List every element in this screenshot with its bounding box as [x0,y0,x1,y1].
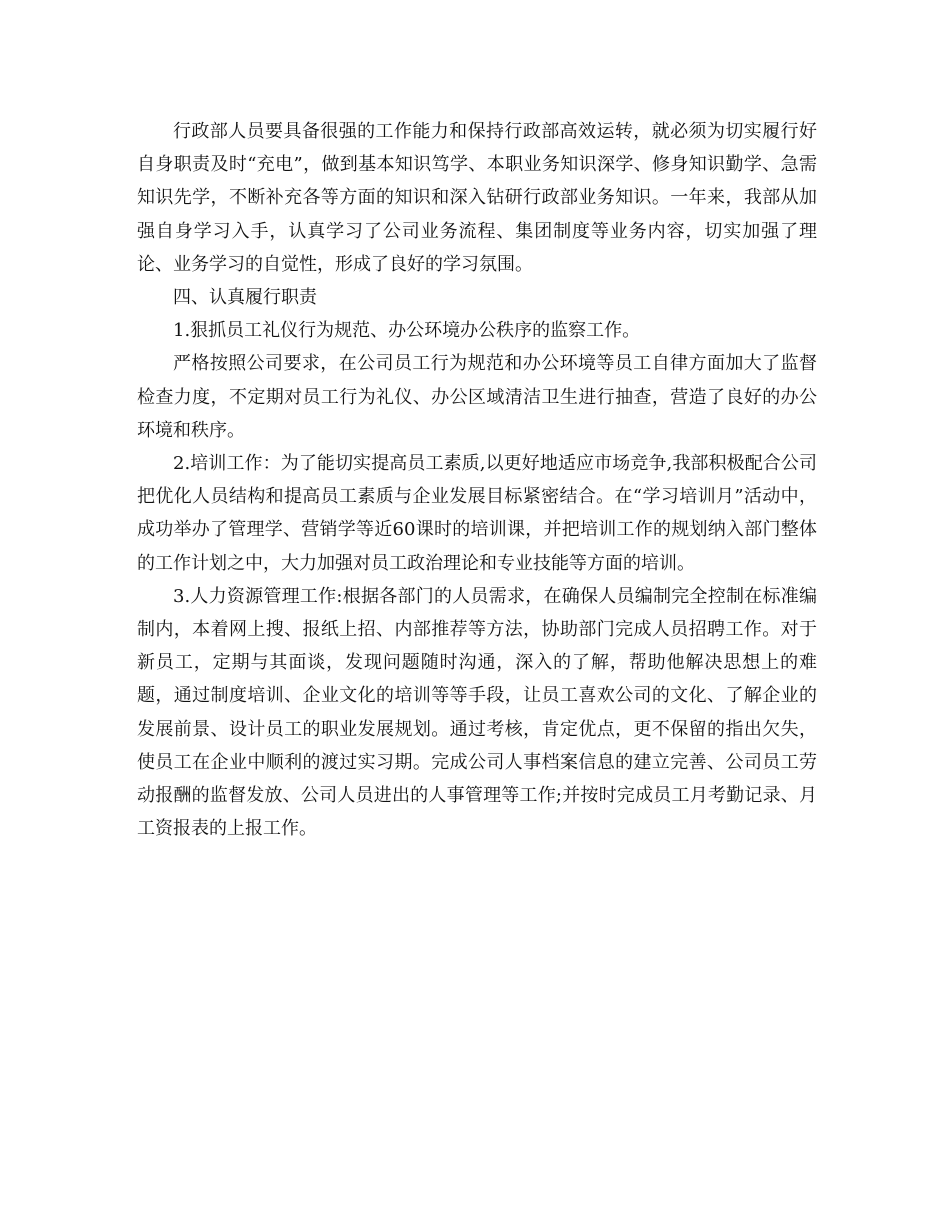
document-body [137,115,817,845]
paragraph-self-study: 行政部人员要具备很强的工作能力和保持行政部高效运转，就必须为切实履行好自身职责及时“充电”，做到基本知识笃学、本职业务知识深学、修身知识勤学、急需知识先学，不断补充各等方面的知识和深入钻研行政部业务知识。一年来，我部从加强自身学习入手，认真学习了公司业务流程、集团制度等业务内容，切实加强了理论、业务学习的自觉性，形成了良好的学习氛围。 [137,121,817,275]
section-heading-duties: 四、认真履行职责 [173,287,317,309]
paragraph-training: 2.培训工作：为了能切实提高员工素质,以更好地适应市场竞争,我部积极配合公司把优化人员结构和提高员工素质与企业发展目标紧密结合。在“学习培训月”活动中，成功举办了管理学、营销学等近60课时的培训课，并把培训工作的规划纳入部门整体的工作计划之中，大力加强对员工政治理论和专业技能等方面的培训。 [137,453,817,574]
paragraph-supervision: 严格按照公司要求，在公司员工行为规范和办公环境等员工自律方面加大了监督检查力度，不定期对员工行为礼仪、办公区域清洁卫生进行抽查，营造了良好的办公环境和秩序。 [137,353,817,441]
paragraph-hr-management: 3.人力资源管理工作:根据各部门的人员需求，在确保人员编制完全控制在标准编制内，本着网上搜、报纸上招、内部推荐等方法，协助部门完成人员招聘工作。对于新员工，定期与其面谈，发现问题随时沟通，深入的了解，帮助他解决思想上的难题，通过制度培训、企业文化的培训等等手段，让员工喜欢公司的文化、了解企业的发展前景、设计员工的职业发展规划。通过考核，肯定优点，更不保留的指出欠失，使员工在企业中顺利的渡过实习期。完成公司人事档案信息的建立完善、公司员工劳动报酬的监督发放、公司人员进出的人事管理等工作;并按时完成员工月考勤记录、月工资报表的上报工作。 [137,585,817,840]
item-heading-etiquette: 1.狠抓员工礼仪行为规范、办公环境办公秩序的监察工作。 [173,320,641,342]
